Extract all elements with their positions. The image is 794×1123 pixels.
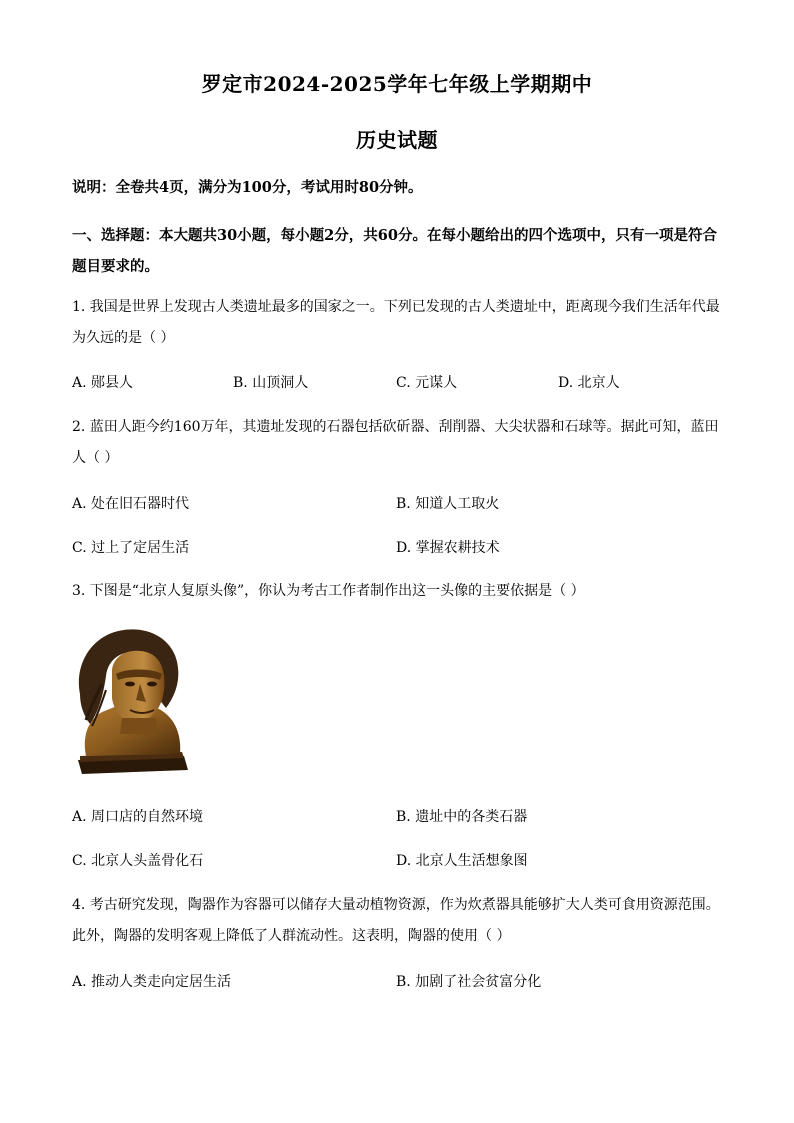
option-2a: A. 处在旧石器时代 <box>72 496 190 512</box>
option-4a: A. 推动人类走向定居生活 <box>72 974 232 990</box>
option-2b: B. 知道人工取火 <box>396 496 500 512</box>
question-2-options-row1 <box>72 493 724 515</box>
exam-instructions: 说明：全卷共4页，满分为100分，考试用时80分钟。 <box>72 179 423 196</box>
option-1c: C. 元谋人 <box>396 375 458 391</box>
question-2: 2. 蓝田人距今约160万年，其遗址发现的石器包括砍斫器、刮削器、大尖状器和石球等。据此可知，蓝田人（ ） <box>72 419 719 466</box>
exam-subtitle: 历史试题 <box>356 128 438 152</box>
question-3-options-row1 <box>72 806 724 828</box>
option-2d: D. 掌握农耕技术 <box>396 540 500 556</box>
question-3-options-row2 <box>72 850 724 872</box>
option-3a: A. 周口店的自然环境 <box>72 809 204 825</box>
option-3b: B. 遗址中的各类石器 <box>396 809 528 825</box>
question-4: 4. 考古研究发现，陶器作为容器可以储存大量动植物资源，作为炊煮器具能够扩大人类可食用资源范围。此外，陶器的发明客观上降低了人群流动性。这表明，陶器的使用（ ） <box>72 897 720 944</box>
option-3d: D. 北京人生活想象图 <box>396 853 528 869</box>
exam-title: 罗定市2024-2025学年七年级上学期期中 <box>201 72 593 96</box>
option-4b: B. 加剧了社会贫富分化 <box>396 974 542 990</box>
option-1a: A. 郧县人 <box>72 375 134 391</box>
question-4-options <box>72 971 724 993</box>
peking-man-bust-image <box>72 624 190 776</box>
question-1-options <box>72 372 724 394</box>
option-1b: B. 山顶洞人 <box>233 375 309 391</box>
option-3c: C. 北京人头盖骨化石 <box>72 853 204 869</box>
question-3: 3. 下图是“北京人复原头像”，你认为考古工作者制作出这一头像的主要依据是（ ） <box>72 583 585 599</box>
option-2c: C. 过上了定居生活 <box>72 540 190 556</box>
question-1: 1. 我国是世界上发现古人类遗址最多的国家之一。下列已发现的古人类遗址中，距离现今我们生活年代最为久远的是（ ） <box>72 299 720 346</box>
question-2-options-row2 <box>72 537 724 559</box>
option-1d: D. 北京人 <box>558 375 620 391</box>
section-heading: 一、选择题：本大题共30小题，每小题2分，共60分。在每小题给出的四个选项中，只有一项是符合题目要求的。 <box>72 227 717 275</box>
